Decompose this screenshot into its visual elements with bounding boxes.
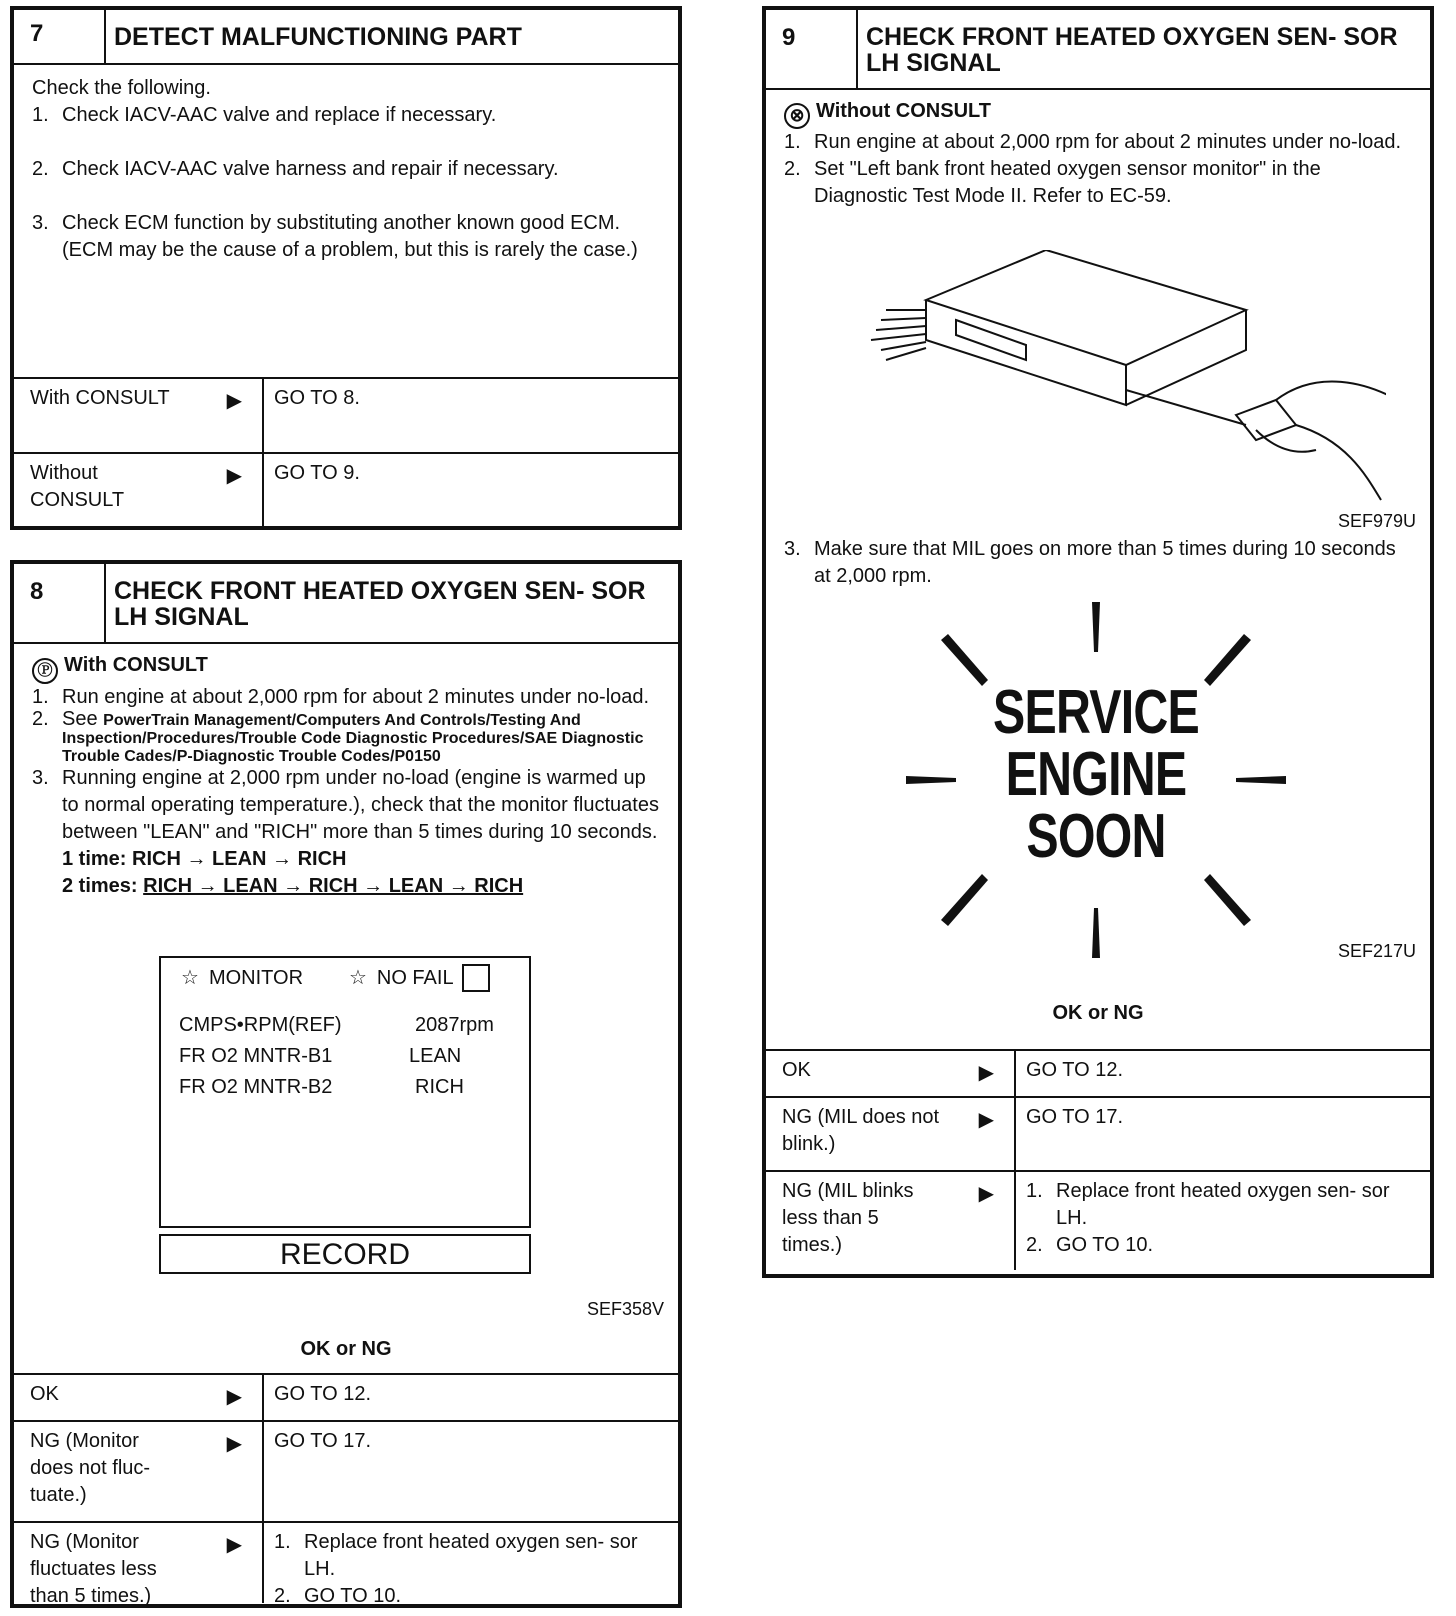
outcome-action [1016,1172,1430,1270]
step-7-box [10,6,682,530]
step-title: CHECK FRONT HEATED OXYGEN SEN- SOR LH SIGNAL [866,23,1398,77]
star-icon: ☆ [348,966,367,989]
no-fail-label: NO FAIL [376,966,454,989]
list-item: 2. Set "Left bank front heated oxygen sensor monitor" in the Diagnostic Test Mode II. Refer to EC-59. [784,158,1321,207]
outcome-condition: With CONSULT ▶ [14,379,264,452]
ok-or-ng: OK or NG [300,1338,392,1360]
consult-mode: Ⓟ With CONSULT [32,652,660,684]
list-item: 1. Run engine at about 2,000 rpm for about 2 minutes under no-load. [32,686,650,708]
step-9-header [766,10,1430,90]
record-button[interactable]: RECORD [159,1234,531,1274]
arrow-icon: ▶ [978,1109,994,1131]
service-engine-soon-lamp: SERVICE ENGINE SOON [993,678,1199,871]
outcome-action: GO TO 12. [1026,1059,1124,1081]
two-times-sequence: 2 times: RICH → LEAN → RICH → LEAN → RICH [62,875,524,897]
outcome-row [14,377,678,452]
outcome-action: GO TO 17. [274,1430,372,1452]
step-title: DETECT MALFUNCTIONING PART [114,23,522,51]
monitor-header [161,958,529,992]
outcome-action: GO TO 9. [274,462,360,484]
no-consult-icon: ⊗ [784,103,810,129]
list-item: 1. Check IACV-AAC valve and replace if necessary. [32,104,497,126]
outcome-condition: Without CONSULT ▶ [14,454,264,528]
list-item: 3. Make sure that MIL goes on more than 5 times during 10 seconds at 2,000 rpm. [784,538,1396,587]
monitor-row: CMPS•RPM(REF) 2087rpm [179,1014,494,1036]
figure-id: SEF979U [1337,511,1416,531]
procedure-list [32,684,660,900]
without-consult-mode: ⊗ Without CONSULT [784,98,1412,129]
procedure-list-continued [784,536,1412,590]
arrow-icon: ▶ [226,1433,242,1455]
step-8-box [10,560,682,1608]
monitor-title: MONITOR [208,966,304,989]
step-title: CHECK FRONT HEATED OXYGEN SEN- SOR LH SIGNAL [114,577,646,631]
step-9-box [762,6,1434,1278]
list-item: 2. Check IACV-AAC valve harness and repair if necessary. [32,158,559,180]
one-time-sequence: 1 time: RICH → LEAN → RICH [62,848,347,870]
outcome-row [14,452,678,528]
ok-or-ng: OK or NG [1052,1002,1144,1024]
ecm-screwdriver-illustration [826,250,1386,510]
outcome-condition: NG (MIL blinks less than 5 times.) ▶ [766,1172,1016,1270]
list-item: 1. Run engine at about 2,000 rpm for about 2 minutes under no-load. [784,131,1402,153]
arrow-icon: ▶ [226,465,242,487]
list-item: 2. GO TO 10. [1026,1234,1154,1256]
arrow-icon: ▶ [226,1534,242,1556]
outcome-condition: OK ▶ [766,1051,1016,1096]
monitor-row: FR O2 MNTR-B1 LEAN [179,1045,462,1067]
list-item: 3. Running engine at 2,000 rpm under no-load (engine is warmed up to normal operating temperature.), check that the monitor fluctuates between "LEAN" and "RICH" more than 5 times during 10 seconds. 1 time: RICH → LEAN → RICH 2 times: RICH → LEAN → RICH → LEAN → RICH [32,765,660,900]
arrow-icon: ▶ [226,390,242,412]
monitor-row: FR O2 MNTR-B2 RICH [179,1076,464,1098]
outcome-row [766,1170,1430,1270]
consult-monitor-screen [159,956,531,1228]
procedure-list [784,129,1412,210]
list-item: 1. Replace front heated oxygen sen- sor LH. [1026,1180,1390,1229]
outcome-condition: NG (MIL does not blink.) ▶ [766,1098,1016,1170]
outcome-action: GO TO 8. [274,387,360,409]
arrow-icon: ▶ [226,1386,242,1408]
star-icon: ☆ [181,966,199,989]
list-item: 1. Replace front heated oxygen sen- sor LH. [274,1531,638,1580]
step-8-header [14,564,678,644]
arrow-icon: ▶ [978,1183,994,1205]
consult-icon: Ⓟ [32,658,58,684]
step-number: 7 [14,10,106,63]
outcome-condition: NG (Monitor does not fluc- tuate.) ▶ [14,1422,264,1521]
step-7-header [14,10,678,65]
figure-id: SEF217U [1337,941,1416,961]
step-number: 8 [14,564,106,642]
outcome-condition: NG (Monitor fluctuates less than 5 times.) ▶ [14,1523,264,1603]
step-7-body [14,65,678,377]
outcome-row [14,1373,678,1420]
list-item: 2. See PowerTrain Management/Computers And Controls/Testing And Inspection/Procedures/Trouble Code Diagnostic Procedures/SAE Diagnostic Trouble Cades/P-Diagnostic Trouble Codes/P0150 [32,708,644,765]
note-text: (ECM may be the cause of a problem, but this is rarely the case.) [62,239,638,261]
outcome-action: GO TO 12. [274,1383,372,1405]
intro-text: Check the following. [32,77,211,99]
outcome-row [766,1096,1430,1170]
outcome-action: GO TO 17. [1026,1106,1124,1128]
no-fail-checkbox[interactable] [462,964,490,992]
arrow-icon: ▶ [978,1062,994,1084]
outcome-action [264,1523,678,1607]
list-item: 3. Check ECM function by substituting another known good ECM. (ECM may be the cause of a problem, but this is rarely the case.) [32,212,638,261]
figure-id: SEF358V [586,1299,664,1319]
outcome-row [14,1521,678,1607]
outcome-row [14,1420,678,1521]
reference-link[interactable]: PowerTrain Management/Computers And Controls/Testing And Inspection/Procedures/Trouble Code Diagnostic Procedures/SAE Diagnostic Trouble Cades/P-Diagnostic Trouble Codes/P0150 [62,712,644,765]
step-9-body [766,90,1430,1049]
monitor-rows [161,992,529,1103]
outcome-condition: OK ▶ [14,1375,264,1420]
step-8-body [14,644,678,1373]
outcome-row [766,1049,1430,1096]
step-number: 9 [766,10,858,88]
list-item: 2. GO TO 10. [274,1585,402,1607]
check-list [32,102,660,264]
